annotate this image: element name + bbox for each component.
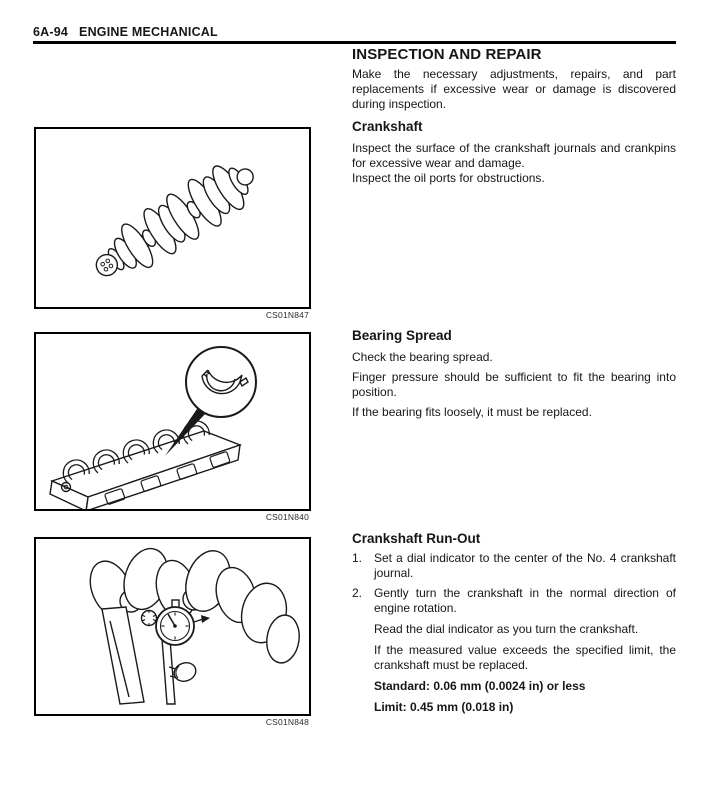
- inspection-body: Make the necessary adjustments, repairs, and part replacements if excessive wear or damage is discovered during inspection.: [352, 67, 676, 111]
- bearing-spread-illustration: [36, 334, 309, 509]
- page-title: ENGINE MECHANICAL: [79, 25, 218, 39]
- section-crankshaft-run-out: [352, 531, 676, 715]
- bearing-spread-para-3: If the bearing fits loosely, it must be replaced.: [352, 405, 592, 419]
- runout-step-2-para-2: Read the dial indicator as you turn the crankshaft.: [374, 622, 639, 636]
- runout-step-1-number: 1.: [352, 551, 363, 565]
- runout-illustration: [36, 539, 309, 714]
- header-rule: [33, 41, 676, 44]
- figure-caption-bearing-spread: CS01N840: [265, 512, 309, 522]
- crankshaft-illustration: [36, 129, 309, 307]
- figure-crankshaft: [34, 127, 311, 309]
- crankshaft-heading: Crankshaft: [352, 119, 423, 134]
- section-crankshaft: [352, 119, 676, 186]
- runout-step-1: [352, 551, 676, 581]
- bearing-spread-para-2: Finger pressure should be sufficient to fit the bearing into position.: [352, 370, 676, 399]
- crankshaft-para-1: Inspect the surface of the crankshaft journals and crankpins for excessive wear and damage.: [352, 141, 676, 170]
- runout-step-2-text: Gently turn the crankshaft in the normal direction of engine rotation.: [374, 586, 676, 615]
- section-bearing-spread: [352, 328, 676, 420]
- runout-step-2: [352, 586, 676, 715]
- page-code: 6A-94: [33, 25, 69, 39]
- figure-runout: [34, 537, 311, 716]
- page-header: [33, 25, 218, 39]
- runout-standard-spec: Standard: 0.06 mm (0.0024 in) or less: [374, 679, 586, 693]
- bearing-spread-para-1: Check the bearing spread.: [352, 350, 493, 364]
- section-inspection-and-repair: [352, 46, 676, 112]
- runout-heading: Crankshaft Run-Out: [352, 531, 481, 546]
- runout-limit-spec: Limit: 0.45 mm (0.018 in): [374, 700, 514, 714]
- figure-bearing-spread: [34, 332, 311, 511]
- inspection-heading: INSPECTION AND REPAIR: [352, 46, 542, 63]
- figure-caption-runout: CS01N848: [265, 717, 309, 727]
- runout-step-2-number: 2.: [352, 586, 363, 600]
- bearing-spread-heading: Bearing Spread: [352, 328, 452, 343]
- figure-caption-crankshaft: CS01N847: [265, 310, 309, 320]
- crankshaft-para-2: Inspect the oil ports for obstructions.: [352, 171, 545, 185]
- runout-step-1-text: Set a dial indicator to the center of the No. 4 crankshaft journal.: [374, 551, 676, 580]
- runout-step-2-para-3: If the measured value exceeds the specified limit, the crankshaft must be replaced.: [374, 643, 676, 672]
